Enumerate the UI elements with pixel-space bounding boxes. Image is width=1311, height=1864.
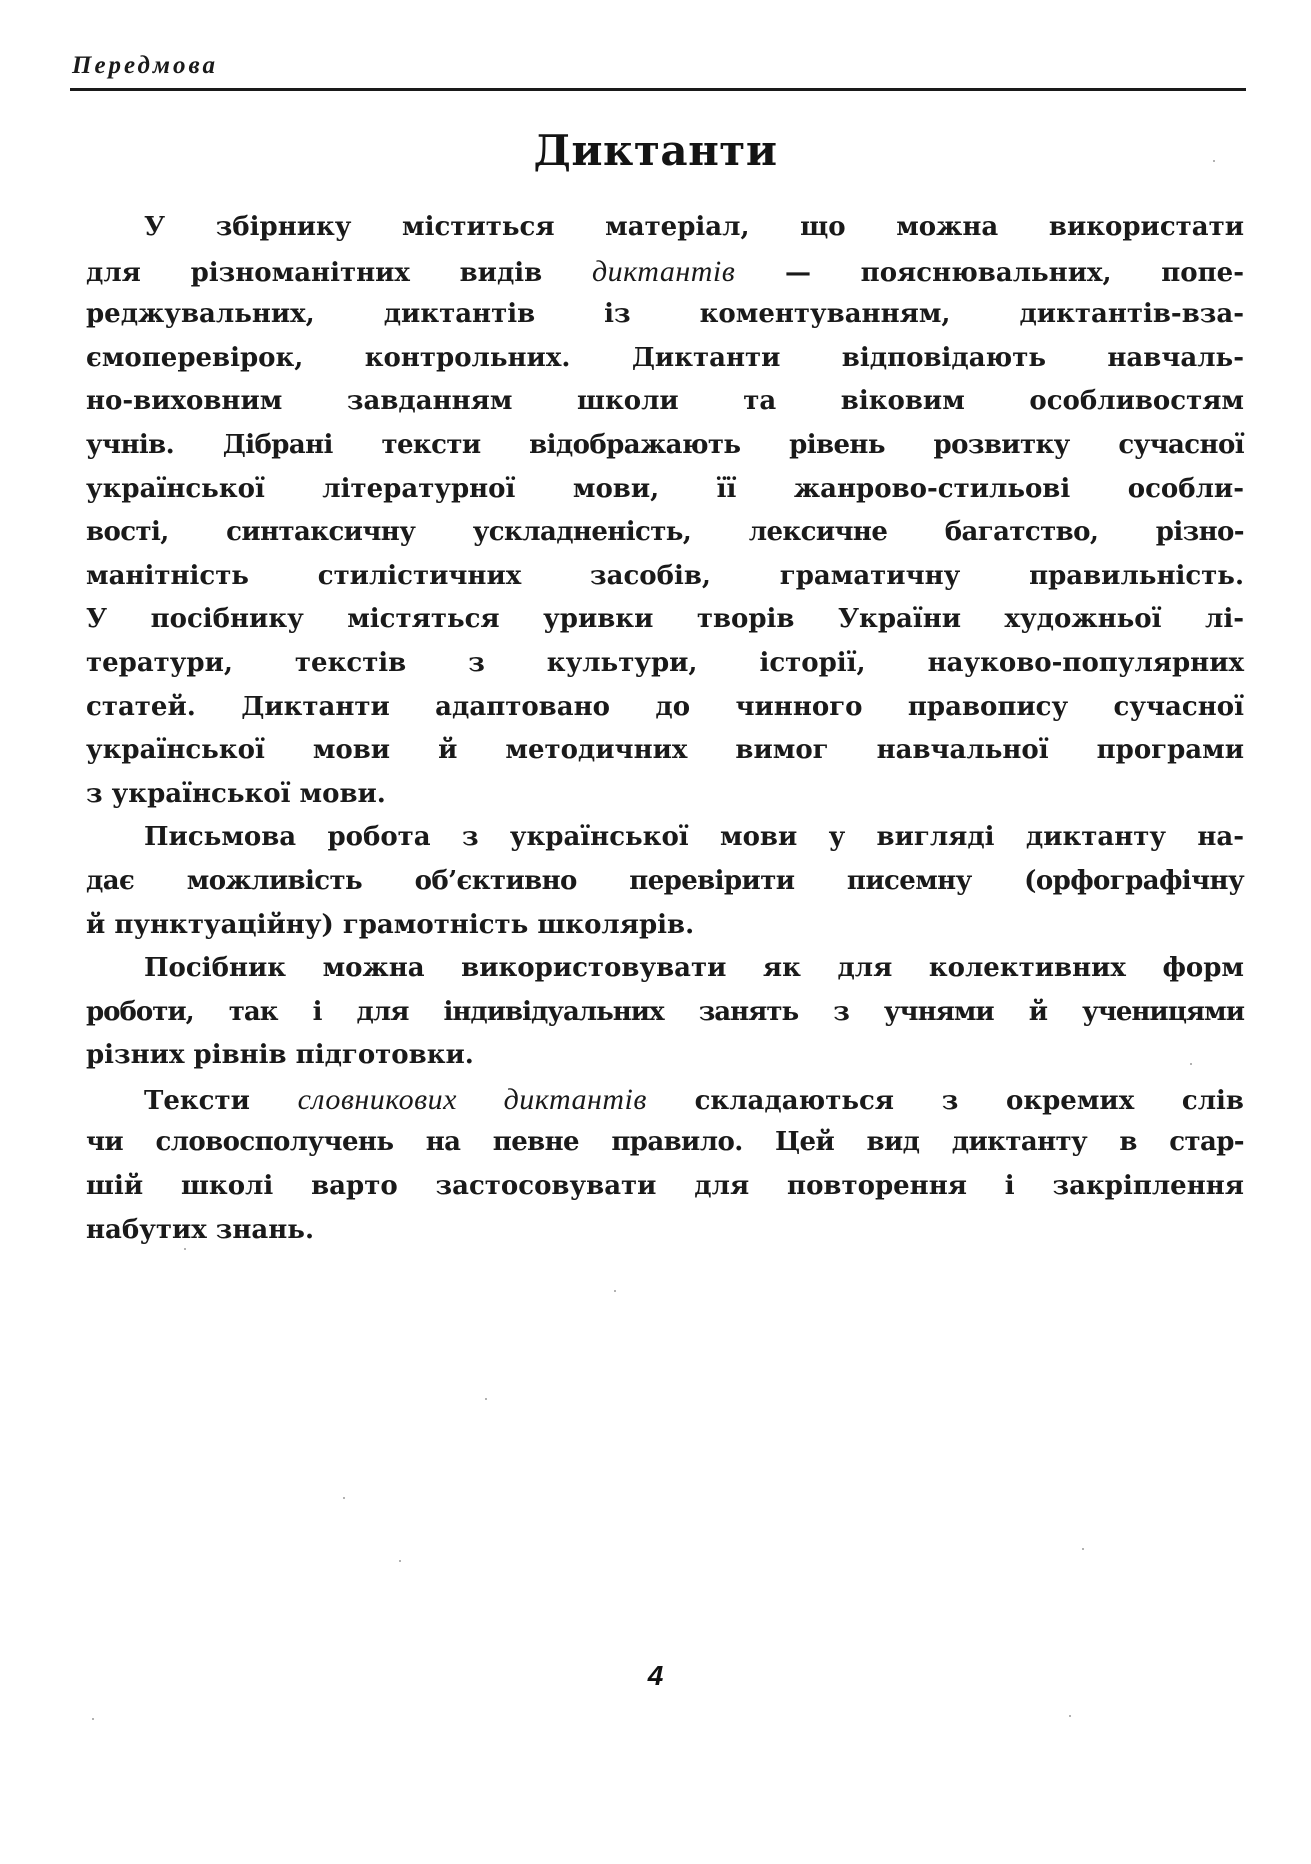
scan-speck [1082,1548,1084,1550]
italic-term: словникових диктантів [297,1082,647,1116]
body-text [86,206,1244,1252]
text-line: української літературної мови, її жанрово-стильові особли- [86,473,1244,504]
text-run: — пояснювальних, попе- [735,257,1244,288]
scan-speck [1069,1715,1071,1717]
text-line: української мови й методичних вимог навчальної програми [86,735,1244,766]
text-line [86,1078,1244,1122]
text-line: реджувальних, диктантів із коментуванням, диктантів-вза- [86,299,1244,330]
text-line: учнів. Дібрані тексти відображають рівень розвитку сучасної [86,429,1244,460]
scan-speck [485,1398,487,1400]
text-line: роботи, так і для індивідуальних занять з учнями й ученицями [86,996,1244,1027]
text-line: У посібнику містяться уривки творів України художньої лі- [86,604,1244,635]
header-rule [70,88,1246,91]
text-line: тератури, текстів з культури, історії, науково-популярних [86,647,1244,678]
text-line: з української мови. [86,778,386,809]
scan-speck [614,1290,616,1292]
italic-term: диктантів [591,254,736,288]
text-line: ємоперевірок, контрольних. Диктанти відповідають навчаль- [86,342,1244,373]
running-head: Передмова [72,52,219,79]
text-line: чи словосполучень на певне правило. Цей вид диктанту в стар- [86,1127,1244,1158]
paragraph-1 [86,206,1244,816]
text-line: но-виховним завданням школи та віковим особливостям [86,386,1244,417]
scan-speck [1190,1063,1192,1065]
text-line: статей. Диктанти адаптовано до чинного правопису сучасної [86,691,1244,722]
scan-speck [92,1718,94,1720]
text-line: вості, синтаксичну ускладненість, лексичне багатство, різно- [86,517,1244,548]
text-line: й пунктуаційну) грамотність школярів. [86,909,695,940]
text-line: Посібник можна використовувати як для колективних форм [144,953,1244,984]
text-line: манітність стилістичних засобів, граматичну правильність. [86,560,1244,591]
text-line: різних рівнів підготовки. [86,1040,474,1071]
scan-speck [184,1248,186,1250]
page-title: Диктанти [533,126,778,175]
text-line: У збірнику міститься матеріал, що можна використати [144,212,1244,242]
scan-speck [343,1497,345,1499]
scan-speck [399,1560,401,1562]
paragraph-4 [86,1078,1244,1252]
text-line [86,250,1244,294]
text-line: дає можливість об’єктивно перевірити писемну (орфографічну [86,865,1244,896]
text-run: для різноманітних видів [86,257,592,288]
scan-speck [1213,160,1215,162]
paragraph-3 [86,947,1244,1078]
paragraph-2 [86,816,1244,947]
text-line: набутих знань. [86,1214,315,1245]
text-run: складаються з окремих слів [646,1085,1244,1116]
page-number: 4 [647,1660,664,1691]
text-run: Тексти [144,1085,298,1116]
text-line: Письмова робота з української мови у вигляді диктанту на- [144,822,1244,853]
text-line: шій школі варто застосовувати для повторення і закріплення [86,1171,1244,1202]
